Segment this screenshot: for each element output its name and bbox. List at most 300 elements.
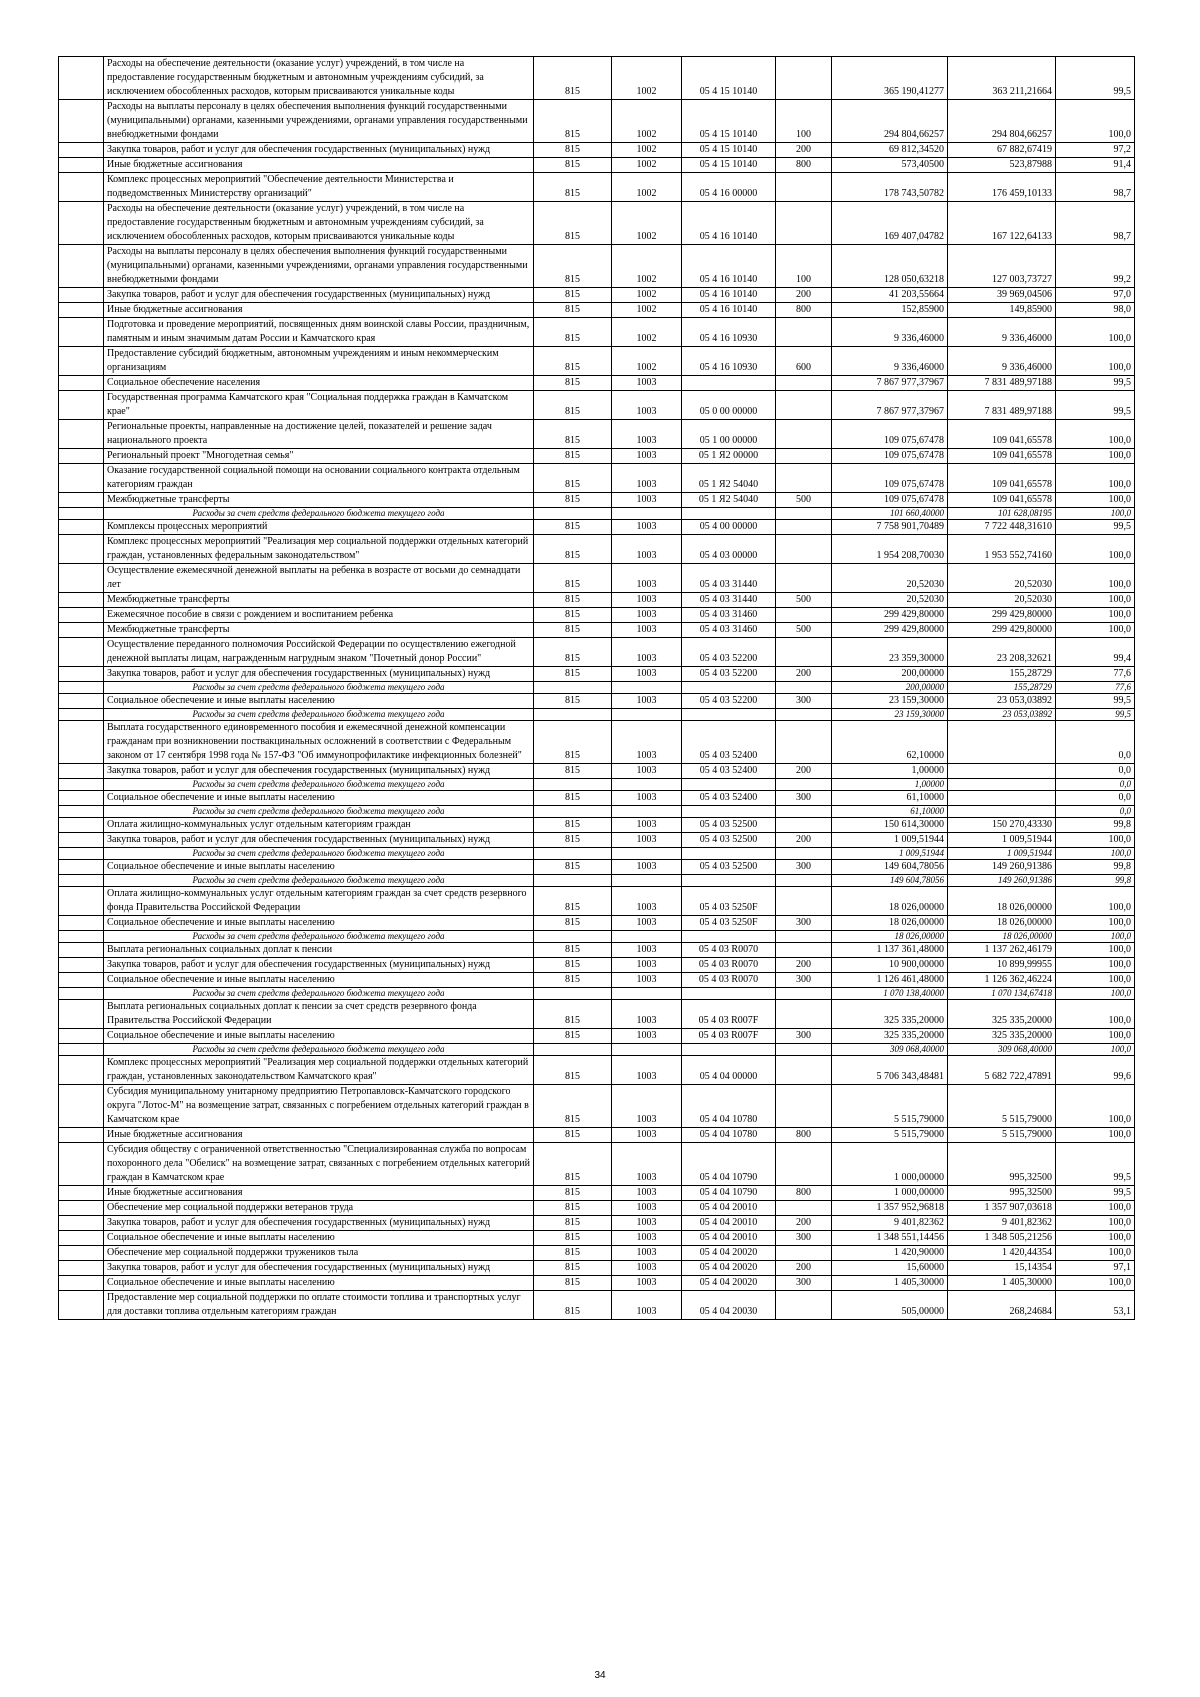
table-row <box>59 449 1135 464</box>
table-row <box>59 347 1135 376</box>
row-planned-amount: 5 706 343,48481 <box>832 1056 948 1085</box>
row-executed-amount: 1 137 262,46179 <box>948 943 1056 958</box>
row-ministry-code: 815 <box>534 833 612 848</box>
row-section-code: 1003 <box>612 764 682 779</box>
row-ministry-code: 815 <box>534 1201 612 1216</box>
row-executed-amount: 149,85900 <box>948 303 1056 318</box>
row-name: Расходы на выплаты персоналу в целях обеспечения выполнения функций государственными (муниципальными) органами, казенными учреждениями, органами управления государственными внебюджетными фондами <box>104 100 534 143</box>
table-row <box>59 638 1135 667</box>
row-number-cell <box>59 931 104 943</box>
row-ministry-code <box>534 988 612 1000</box>
row-executed-amount <box>948 791 1056 806</box>
row-execution-percent: 100,0 <box>1056 1216 1135 1231</box>
row-executed-amount: 1 070 134,67418 <box>948 988 1056 1000</box>
row-section-code: 1002 <box>612 303 682 318</box>
row-number-cell <box>59 818 104 833</box>
table-row <box>59 1000 1135 1029</box>
row-name: Социальное обеспечение и иные выплаты населению <box>104 694 534 709</box>
row-target-item: 05 1 Я2 00000 <box>682 449 776 464</box>
row-ministry-code: 815 <box>534 100 612 143</box>
row-planned-amount: 573,40500 <box>832 158 948 173</box>
row-planned-amount: 1 009,51944 <box>832 848 948 860</box>
row-section-code: 1003 <box>612 391 682 420</box>
row-target-item: 05 4 16 10930 <box>682 347 776 376</box>
row-ministry-code: 815 <box>534 1246 612 1261</box>
row-ministry-code: 815 <box>534 1056 612 1085</box>
row-executed-amount: 109 041,65578 <box>948 493 1056 508</box>
row-name: Оплата жилищно-коммунальных услуг отдельным категориям граждан <box>104 818 534 833</box>
row-expense-type: 800 <box>776 1186 832 1201</box>
row-execution-percent: 99,5 <box>1056 520 1135 535</box>
row-planned-amount: 23 159,30000 <box>832 694 948 709</box>
row-section-code <box>612 779 682 791</box>
row-execution-percent: 0,0 <box>1056 806 1135 818</box>
row-target-item: 05 4 03 31460 <box>682 623 776 638</box>
row-section-code: 1003 <box>612 1143 682 1186</box>
row-target-item: 05 4 04 10780 <box>682 1128 776 1143</box>
row-execution-percent: 98,0 <box>1056 303 1135 318</box>
row-executed-amount: 325 335,20000 <box>948 1029 1056 1044</box>
row-executed-amount: 150 270,43330 <box>948 818 1056 833</box>
row-section-code: 1003 <box>612 535 682 564</box>
row-ministry-code: 815 <box>534 973 612 988</box>
row-planned-amount: 109 075,67478 <box>832 449 948 464</box>
row-name: Закупка товаров, работ и услуг для обеспечения государственных (муниципальных) нужд <box>104 288 534 303</box>
row-executed-amount: 299 429,80000 <box>948 608 1056 623</box>
table-row <box>59 1186 1135 1201</box>
row-number-cell <box>59 1261 104 1276</box>
row-expense-type: 200 <box>776 764 832 779</box>
row-planned-amount: 150 614,30000 <box>832 818 948 833</box>
row-executed-amount: 23 053,03892 <box>948 709 1056 721</box>
row-executed-amount: 109 041,65578 <box>948 464 1056 493</box>
row-execution-percent: 100,0 <box>1056 593 1135 608</box>
table-row <box>59 288 1135 303</box>
row-name: Иные бюджетные ассигнования <box>104 1186 534 1201</box>
table-row <box>59 202 1135 245</box>
row-name: Межбюджетные трансферты <box>104 623 534 638</box>
row-name: Расходы за счет средств федерального бюджета текущего года <box>104 931 534 943</box>
row-executed-amount: 167 122,64133 <box>948 202 1056 245</box>
row-target-item: 05 4 15 10140 <box>682 57 776 100</box>
row-expense-type <box>776 202 832 245</box>
row-name: Расходы на обеспечение деятельности (оказание услуг) учреждений, в том числе на предоставление государственным бюджетным и автономным учреждениям субсидий, за исключением обособленных расходов, которым присваиваются уникальные коды <box>104 57 534 100</box>
row-planned-amount: 7 867 977,37967 <box>832 391 948 420</box>
row-planned-amount: 505,00000 <box>832 1291 948 1320</box>
row-ministry-code: 815 <box>534 1186 612 1201</box>
row-number-cell <box>59 508 104 520</box>
row-expense-type: 300 <box>776 973 832 988</box>
row-number-cell <box>59 391 104 420</box>
federal-funds-row <box>59 988 1135 1000</box>
row-number-cell <box>59 288 104 303</box>
row-target-item: 05 4 16 10930 <box>682 318 776 347</box>
row-executed-amount <box>948 764 1056 779</box>
table-row <box>59 1291 1135 1320</box>
table-row <box>59 833 1135 848</box>
row-number-cell <box>59 988 104 1000</box>
row-execution-percent: 98,7 <box>1056 202 1135 245</box>
row-execution-percent: 99,5 <box>1056 709 1135 721</box>
row-expense-type: 200 <box>776 833 832 848</box>
row-execution-percent: 100,0 <box>1056 1029 1135 1044</box>
row-ministry-code: 815 <box>534 391 612 420</box>
row-name: Подготовка и проведение мероприятий, посвященных дням воинской славы России, праздничным, памятным и иным значимым датам России и Камчатского края <box>104 318 534 347</box>
table-row <box>59 57 1135 100</box>
row-section-code: 1002 <box>612 143 682 158</box>
row-name: Закупка товаров, работ и услуг для обеспечения государственных (муниципальных) нужд <box>104 958 534 973</box>
row-section-code: 1003 <box>612 1000 682 1029</box>
row-number-cell <box>59 887 104 916</box>
row-target-item: 05 4 15 10140 <box>682 100 776 143</box>
row-planned-amount: 9 336,46000 <box>832 347 948 376</box>
row-target-item: 05 4 16 10140 <box>682 288 776 303</box>
row-planned-amount: 18 026,00000 <box>832 887 948 916</box>
row-executed-amount: 1 009,51944 <box>948 833 1056 848</box>
row-planned-amount: 5 515,79000 <box>832 1128 948 1143</box>
federal-funds-row <box>59 806 1135 818</box>
row-planned-amount: 1 405,30000 <box>832 1276 948 1291</box>
row-expense-type: 100 <box>776 245 832 288</box>
row-planned-amount: 61,10000 <box>832 791 948 806</box>
row-execution-percent: 100,0 <box>1056 464 1135 493</box>
table-row <box>59 1231 1135 1246</box>
row-execution-percent: 100,0 <box>1056 564 1135 593</box>
row-executed-amount: 149 260,91386 <box>948 860 1056 875</box>
row-executed-amount: 155,28729 <box>948 667 1056 682</box>
row-number-cell <box>59 682 104 694</box>
row-target-item: 05 4 03 52500 <box>682 860 776 875</box>
row-executed-amount: 1 357 907,03618 <box>948 1201 1056 1216</box>
row-execution-percent: 100,0 <box>1056 1276 1135 1291</box>
row-expense-type: 500 <box>776 593 832 608</box>
row-execution-percent: 100,0 <box>1056 1044 1135 1056</box>
row-executed-amount <box>948 779 1056 791</box>
row-name: Предоставление мер социальной поддержки по оплате стоимости топлива и транспортных услуг для доставки топлива отдельным категориям граждан <box>104 1291 534 1320</box>
row-number-cell <box>59 1000 104 1029</box>
row-execution-percent: 77,6 <box>1056 682 1135 694</box>
row-executed-amount: 5 682 722,47891 <box>948 1056 1056 1085</box>
row-planned-amount: 1 954 208,70030 <box>832 535 948 564</box>
row-ministry-code: 815 <box>534 1085 612 1128</box>
row-name: Закупка товаров, работ и услуг для обеспечения государственных (муниципальных) нужд <box>104 833 534 848</box>
row-execution-percent: 99,5 <box>1056 391 1135 420</box>
row-executed-amount: 299 429,80000 <box>948 623 1056 638</box>
row-ministry-code: 815 <box>534 376 612 391</box>
row-planned-amount: 200,00000 <box>832 682 948 694</box>
row-number-cell <box>59 958 104 973</box>
row-planned-amount: 1 357 952,96818 <box>832 1201 948 1216</box>
row-name: Ежемесячное пособие в связи с рождением и воспитанием ребенка <box>104 608 534 623</box>
row-execution-percent: 0,0 <box>1056 779 1135 791</box>
row-ministry-code: 815 <box>534 958 612 973</box>
row-target-item: 05 4 16 10140 <box>682 245 776 288</box>
row-ministry-code: 815 <box>534 1143 612 1186</box>
row-number-cell <box>59 202 104 245</box>
row-section-code: 1003 <box>612 520 682 535</box>
row-planned-amount: 61,10000 <box>832 806 948 818</box>
row-ministry-code: 815 <box>534 303 612 318</box>
row-number-cell <box>59 376 104 391</box>
row-expense-type: 800 <box>776 303 832 318</box>
row-planned-amount: 325 335,20000 <box>832 1000 948 1029</box>
row-number-cell <box>59 57 104 100</box>
row-planned-amount: 109 075,67478 <box>832 420 948 449</box>
row-expense-type <box>776 721 832 764</box>
row-expense-type <box>776 376 832 391</box>
row-section-code: 1003 <box>612 1261 682 1276</box>
table-row <box>59 1276 1135 1291</box>
row-number-cell <box>59 848 104 860</box>
row-ministry-code <box>534 875 612 887</box>
row-execution-percent: 91,4 <box>1056 158 1135 173</box>
row-expense-type <box>776 988 832 1000</box>
federal-funds-row <box>59 848 1135 860</box>
row-number-cell <box>59 318 104 347</box>
row-name: Расходы за счет средств федерального бюджета текущего года <box>104 779 534 791</box>
row-executed-amount: 1 405,30000 <box>948 1276 1056 1291</box>
row-name: Региональный проект "Многодетная семья" <box>104 449 534 464</box>
row-ministry-code <box>534 709 612 721</box>
row-section-code: 1003 <box>612 973 682 988</box>
row-planned-amount: 309 068,40000 <box>832 1044 948 1056</box>
table-row <box>59 100 1135 143</box>
row-executed-amount: 67 882,67419 <box>948 143 1056 158</box>
row-section-code: 1002 <box>612 347 682 376</box>
row-execution-percent: 99,5 <box>1056 694 1135 709</box>
row-section-code: 1003 <box>612 1056 682 1085</box>
row-planned-amount: 109 075,67478 <box>832 464 948 493</box>
table-row <box>59 818 1135 833</box>
row-target-item: 05 4 03 5250F <box>682 887 776 916</box>
row-execution-percent: 100,0 <box>1056 1201 1135 1216</box>
row-target-item: 05 4 15 10140 <box>682 158 776 173</box>
row-target-item: 05 1 00 00000 <box>682 420 776 449</box>
row-name: Социальное обеспечение и иные выплаты населению <box>104 860 534 875</box>
row-ministry-code: 815 <box>534 1216 612 1231</box>
row-name: Межбюджетные трансферты <box>104 493 534 508</box>
row-planned-amount: 325 335,20000 <box>832 1029 948 1044</box>
row-number-cell <box>59 764 104 779</box>
row-executed-amount: 5 515,79000 <box>948 1128 1056 1143</box>
row-expense-type <box>776 779 832 791</box>
row-target-item <box>682 508 776 520</box>
row-target-item <box>682 931 776 943</box>
table-row <box>59 1085 1135 1128</box>
row-execution-percent: 100,0 <box>1056 623 1135 638</box>
row-section-code: 1003 <box>612 593 682 608</box>
row-name: Социальное обеспечение и иные выплаты населению <box>104 1276 534 1291</box>
row-execution-percent: 77,6 <box>1056 667 1135 682</box>
row-ministry-code: 815 <box>534 887 612 916</box>
row-planned-amount: 169 407,04782 <box>832 202 948 245</box>
row-target-item: 05 4 04 20030 <box>682 1291 776 1320</box>
row-executed-amount: 20,52030 <box>948 593 1056 608</box>
row-expense-type <box>776 887 832 916</box>
table-row <box>59 535 1135 564</box>
row-number-cell <box>59 1029 104 1044</box>
row-executed-amount: 109 041,65578 <box>948 449 1056 464</box>
row-section-code: 1003 <box>612 860 682 875</box>
row-expense-type: 200 <box>776 958 832 973</box>
row-executed-amount <box>948 806 1056 818</box>
row-target-item: 05 4 04 10790 <box>682 1143 776 1186</box>
row-name: Субсидия муниципальному унитарному предприятию Петропавловск-Камчатского городского округа "Лотос-М" на возмещение затрат, связанных с погребением отдельных категорий граждан в Камчатском крае <box>104 1085 534 1128</box>
row-ministry-code: 815 <box>534 593 612 608</box>
row-name: Региональные проекты, направленные на достижение целей, показателей и решение задач национального проекта <box>104 420 534 449</box>
row-planned-amount: 15,60000 <box>832 1261 948 1276</box>
row-target-item: 05 0 00 00000 <box>682 391 776 420</box>
row-section-code <box>612 1044 682 1056</box>
row-target-item: 05 4 03 R007F <box>682 1029 776 1044</box>
row-execution-percent: 98,7 <box>1056 173 1135 202</box>
row-ministry-code: 815 <box>534 493 612 508</box>
row-section-code: 1003 <box>612 791 682 806</box>
row-section-code: 1003 <box>612 1029 682 1044</box>
row-target-item: 05 1 Я2 54040 <box>682 493 776 508</box>
row-number-cell <box>59 593 104 608</box>
row-target-item: 05 4 16 10140 <box>682 202 776 245</box>
row-planned-amount: 7 758 901,70489 <box>832 520 948 535</box>
row-ministry-code <box>534 848 612 860</box>
table-row <box>59 420 1135 449</box>
row-ministry-code: 815 <box>534 943 612 958</box>
row-target-item: 05 4 03 R0070 <box>682 958 776 973</box>
row-ministry-code: 815 <box>534 721 612 764</box>
row-section-code: 1003 <box>612 493 682 508</box>
row-expense-type <box>776 1085 832 1128</box>
row-target-item <box>682 848 776 860</box>
table-body <box>59 57 1135 1320</box>
row-number-cell <box>59 623 104 638</box>
row-name: Государственная программа Камчатского края "Социальная поддержка граждан в Камчатском крае" <box>104 391 534 420</box>
row-name: Осуществление переданного полномочия Российской Федерации по осуществлению ежегодной денежной выплаты лицам, награжденным нагрудным знаком "Почетный донор России" <box>104 638 534 667</box>
row-expense-type <box>776 806 832 818</box>
federal-funds-row <box>59 779 1135 791</box>
table-row <box>59 764 1135 779</box>
row-execution-percent: 97,1 <box>1056 1261 1135 1276</box>
row-expense-type: 300 <box>776 1029 832 1044</box>
row-number-cell <box>59 1128 104 1143</box>
row-planned-amount: 1 000,00000 <box>832 1143 948 1186</box>
row-section-code: 1003 <box>612 638 682 667</box>
row-executed-amount: 18 026,00000 <box>948 887 1056 916</box>
row-ministry-code: 815 <box>534 608 612 623</box>
row-ministry-code <box>534 1044 612 1056</box>
table-row <box>59 860 1135 875</box>
row-ministry-code: 815 <box>534 818 612 833</box>
row-section-code: 1002 <box>612 288 682 303</box>
row-executed-amount: 15,14354 <box>948 1261 1056 1276</box>
row-planned-amount: 1,00000 <box>832 764 948 779</box>
row-target-item: 05 4 03 R0070 <box>682 973 776 988</box>
row-target-item: 05 4 16 00000 <box>682 173 776 202</box>
row-target-item: 05 4 03 31440 <box>682 593 776 608</box>
row-name: Социальное обеспечение и иные выплаты населению <box>104 973 534 988</box>
row-name: Закупка товаров, работ и услуг для обеспечения государственных (муниципальных) нужд <box>104 1216 534 1231</box>
row-execution-percent: 99,6 <box>1056 1056 1135 1085</box>
row-section-code: 1003 <box>612 887 682 916</box>
row-name: Закупка товаров, работ и услуг для обеспечения государственных (муниципальных) нужд <box>104 667 534 682</box>
row-section-code <box>612 931 682 943</box>
row-ministry-code: 815 <box>534 520 612 535</box>
row-executed-amount: 176 459,10133 <box>948 173 1056 202</box>
row-target-item <box>682 376 776 391</box>
row-planned-amount: 200,00000 <box>832 667 948 682</box>
row-executed-amount: 9 401,82362 <box>948 1216 1056 1231</box>
row-name: Предоставление субсидий бюджетным, автономным учреждениям и иным некоммерческим организациям <box>104 347 534 376</box>
table-row <box>59 158 1135 173</box>
row-number-cell <box>59 608 104 623</box>
row-executed-amount: 268,24684 <box>948 1291 1056 1320</box>
row-number-cell <box>59 564 104 593</box>
table-row <box>59 667 1135 682</box>
row-planned-amount: 62,10000 <box>832 721 948 764</box>
row-expense-type: 100 <box>776 100 832 143</box>
row-execution-percent: 0,0 <box>1056 791 1135 806</box>
row-execution-percent: 100,0 <box>1056 420 1135 449</box>
federal-funds-row <box>59 709 1135 721</box>
row-section-code: 1003 <box>612 833 682 848</box>
row-planned-amount: 299 429,80000 <box>832 608 948 623</box>
row-executed-amount: 7 722 448,31610 <box>948 520 1056 535</box>
row-section-code <box>612 806 682 818</box>
table-row <box>59 564 1135 593</box>
row-expense-type: 300 <box>776 916 832 931</box>
row-expense-type: 600 <box>776 347 832 376</box>
row-name: Осуществление ежемесячной денежной выплаты на ребенка в возрасте от восьми до семнадцати лет <box>104 564 534 593</box>
row-target-item: 05 4 04 10780 <box>682 1085 776 1128</box>
row-expense-type <box>776 420 832 449</box>
row-target-item: 05 4 03 R0070 <box>682 943 776 958</box>
row-number-cell <box>59 860 104 875</box>
row-expense-type <box>776 1291 832 1320</box>
row-expense-type: 200 <box>776 288 832 303</box>
row-executed-amount: 1 348 505,21256 <box>948 1231 1056 1246</box>
row-name: Комплекс процессных мероприятий "Обеспечение деятельности Министерства и подведомственных Министерству организаций" <box>104 173 534 202</box>
table-row <box>59 520 1135 535</box>
row-executed-amount <box>948 721 1056 764</box>
row-ministry-code: 815 <box>534 464 612 493</box>
row-name: Расходы на выплаты персоналу в целях обеспечения выполнения функций государственными (муниципальными) органами, казенными учреждениями, органами управления государственными внебюджетными фондами <box>104 245 534 288</box>
row-planned-amount: 109 075,67478 <box>832 493 948 508</box>
row-expense-type <box>776 520 832 535</box>
row-target-item: 05 4 03 52200 <box>682 638 776 667</box>
row-execution-percent: 100,0 <box>1056 508 1135 520</box>
row-number-cell <box>59 709 104 721</box>
row-name: Расходы на обеспечение деятельности (оказание услуг) учреждений, в том числе на предоставление государственным бюджетным и автономным учреждениям субсидий, за исключением обособленных расходов, которым присваиваются уникальные коды <box>104 202 534 245</box>
row-expense-type <box>776 875 832 887</box>
table-row <box>59 303 1135 318</box>
row-number-cell <box>59 1044 104 1056</box>
row-target-item: 05 4 04 20020 <box>682 1261 776 1276</box>
row-expense-type: 800 <box>776 1128 832 1143</box>
row-section-code: 1002 <box>612 158 682 173</box>
row-expense-type <box>776 1143 832 1186</box>
row-expense-type <box>776 1000 832 1029</box>
row-target-item: 05 4 03 52500 <box>682 833 776 848</box>
row-number-cell <box>59 806 104 818</box>
row-execution-percent: 99,4 <box>1056 638 1135 667</box>
row-target-item: 05 4 04 20020 <box>682 1276 776 1291</box>
row-executed-amount: 23 208,32621 <box>948 638 1056 667</box>
row-section-code <box>612 848 682 860</box>
row-expense-type <box>776 818 832 833</box>
row-number-cell <box>59 833 104 848</box>
row-name: Расходы за счет средств федерального бюджета текущего года <box>104 806 534 818</box>
budget-execution-table <box>58 56 1135 1320</box>
row-ministry-code: 815 <box>534 1029 612 1044</box>
